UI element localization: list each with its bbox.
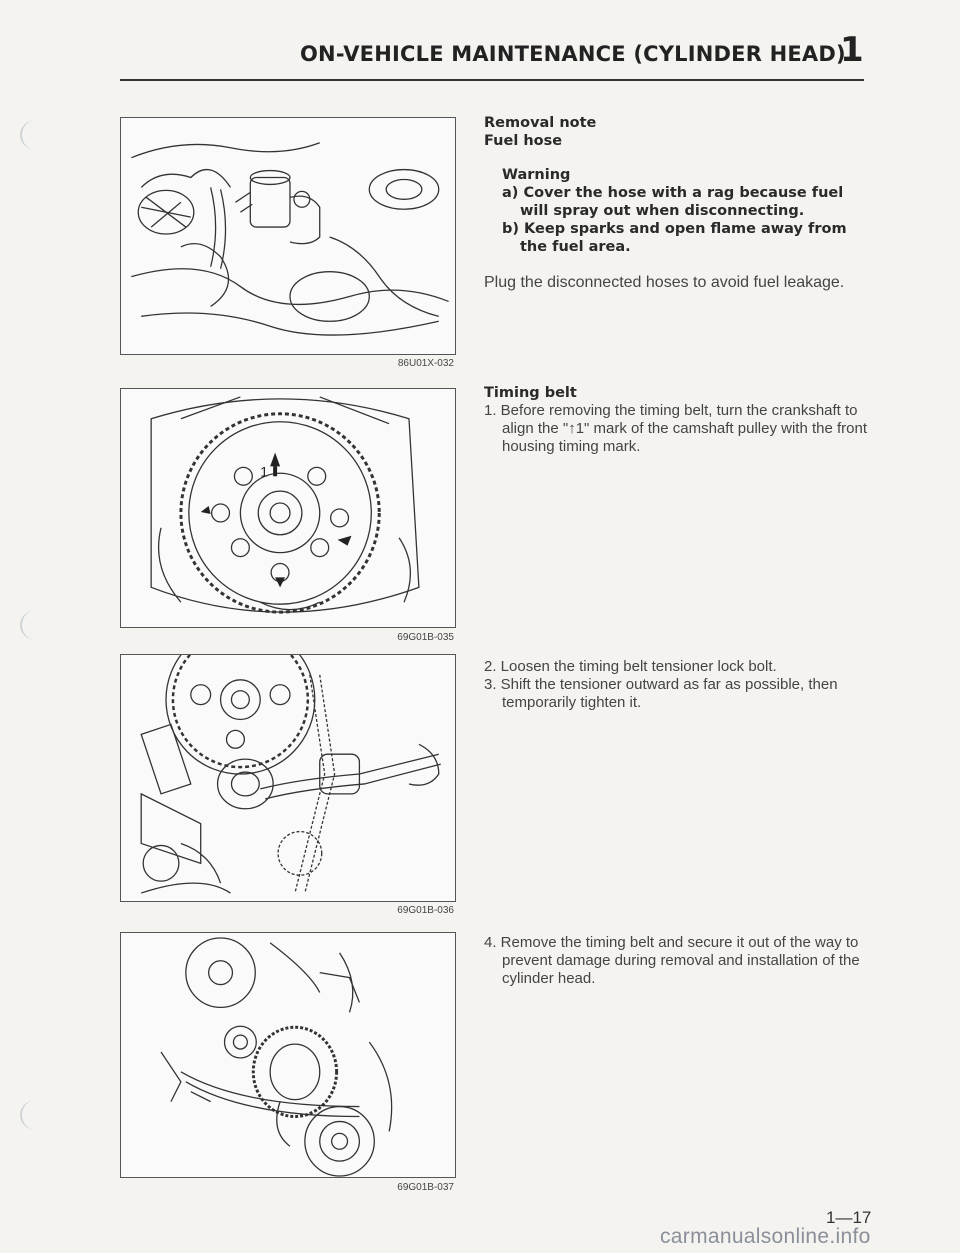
figure-caption: 86U01X-032 — [397, 358, 454, 369]
page-title: ON-VEHICLE MAINTENANCE (CYLINDER HEAD) — [300, 42, 846, 66]
binder-hole — [20, 120, 52, 150]
header-rule — [120, 79, 864, 81]
warning-item-b: b) Keep sparks and open flame away from the fuel area. — [502, 221, 847, 255]
section-timing-belt — [484, 384, 874, 456]
chapter-number: 1 — [840, 30, 864, 70]
camshaft-pulley-illustration — [121, 389, 455, 627]
warning-block — [484, 166, 874, 256]
heading-fuel-hose: Fuel hose — [484, 133, 563, 149]
svg-text:1: 1 — [260, 463, 268, 480]
section-fuel-hose — [484, 114, 874, 292]
timing-belt-removal-illustration — [121, 933, 455, 1177]
figure-caption: 69G01B-037 — [397, 1182, 454, 1193]
figure-caption: 69G01B-036 — [397, 905, 454, 916]
figure-caption: 69G01B-035 — [397, 632, 454, 643]
page-number: 1—17 — [826, 1208, 872, 1227]
figure-fuel-hose — [120, 117, 456, 355]
figure-timing-belt-removal — [120, 932, 456, 1178]
figure-camshaft-pulley — [120, 388, 456, 628]
section-remove-belt — [484, 934, 874, 988]
fuel-hose-illustration — [121, 118, 455, 354]
step-1: 1. Before removing the timing belt, turn the crankshaft to align the "↑1" mark of the camshaft pulley with the front housing timing mark. — [484, 402, 867, 455]
heading-timing-belt: Timing belt — [484, 385, 577, 401]
fuel-hose-instruction: Plug the disconnected hoses to avoid fuel leakage. — [484, 274, 845, 291]
page-header — [300, 30, 864, 70]
heading-removal-note: Removal note — [484, 115, 597, 131]
warning-item-a: a) Cover the hose with a rag because fuel will spray out when disconnecting. — [502, 185, 844, 219]
step-4: 4. Remove the timing belt and secure it out of the way to prevent damage during removal and installation of the cylinder head. — [484, 934, 860, 987]
step-3: 3. Shift the tensioner outward as far as possible, then temporarily tighten it. — [484, 676, 838, 711]
binder-hole — [20, 610, 52, 640]
binder-hole — [20, 1100, 52, 1130]
watermark-link[interactable]: carmanualsonline.info — [660, 1225, 871, 1248]
figure-tensioner — [120, 654, 456, 902]
section-tensioner — [484, 658, 874, 712]
tensioner-illustration — [121, 655, 455, 901]
step-2: 2. Loosen the timing belt tensioner lock bolt. — [484, 658, 777, 675]
warning-title: Warning — [502, 167, 571, 183]
